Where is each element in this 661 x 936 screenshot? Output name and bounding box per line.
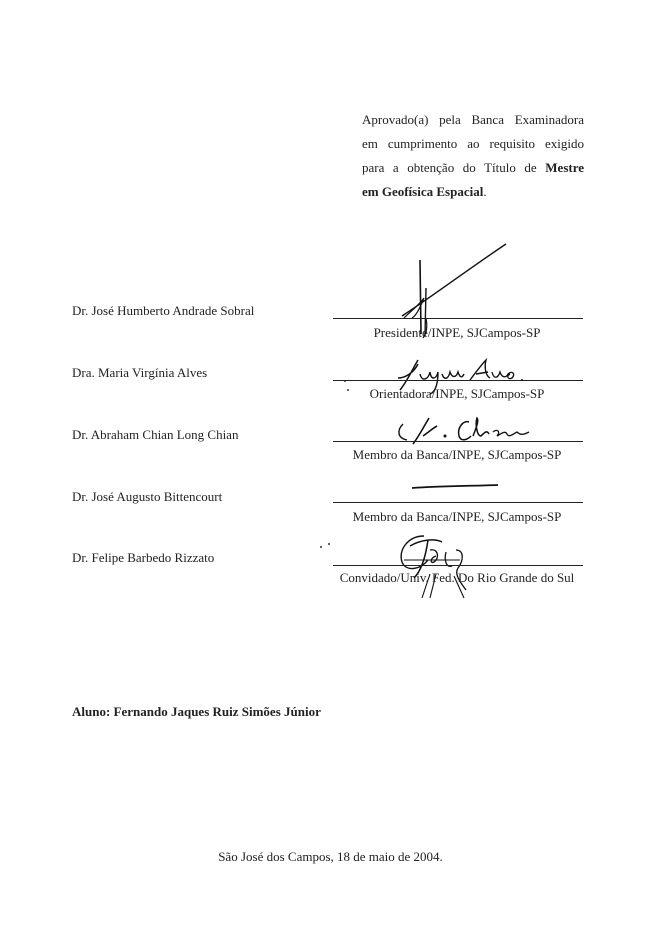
committee-member-name-1: Dr. José Humberto Andrade Sobral xyxy=(72,303,255,318)
signature-line-1 xyxy=(333,318,583,319)
approval-statement xyxy=(362,108,584,204)
signature-line-5 xyxy=(333,565,583,566)
committee-member-name-3: Dr. Abraham Chian Long Chian xyxy=(72,427,239,442)
signature-line-2 xyxy=(333,380,583,381)
committee-member-role-3: Membro da Banca/INPE, SJCampos-SP xyxy=(352,447,562,462)
place-and-date: São José dos Campos, 18 de maio de 2004. xyxy=(218,849,443,864)
approval-line-1: Aprovado(a) pela Banca Examinadora xyxy=(362,112,584,127)
approval-line-4 xyxy=(362,180,584,204)
degree-title-part1: Mestre xyxy=(545,160,585,175)
signature-line-4 xyxy=(333,502,583,503)
signature-4 xyxy=(410,480,502,494)
degree-title-part2: em Geofísica Espacial xyxy=(362,184,484,199)
approval-line-3 xyxy=(362,156,584,180)
committee-member-role-5: Convidado/Univ. Fed. Do Rio Grande do Sul xyxy=(339,570,575,585)
approval-line-4-suffix: . xyxy=(483,184,487,199)
committee-member-name-2: Dra. Maria Virgínia Alves xyxy=(72,365,208,380)
committee-member-role-4: Membro da Banca/INPE, SJCampos-SP xyxy=(352,509,562,524)
scan-speck xyxy=(320,546,322,548)
approval-line-2: em cumprimento ao requisito exigido xyxy=(362,136,584,151)
scan-speck xyxy=(328,543,330,545)
signature-1 xyxy=(390,238,515,338)
signature-3 xyxy=(393,414,543,448)
committee-member-name-4: Dr. José Augusto Bittencourt xyxy=(72,489,223,504)
signature-line-3 xyxy=(333,441,583,442)
committee-member-role-2: Orientadora/INPE, SJCampos-SP xyxy=(369,386,545,401)
student-name: Aluno: Fernando Jaques Ruiz Simões Júnior xyxy=(72,704,321,719)
committee-member-role-1: Presidente/INPE, SJCampos-SP xyxy=(373,325,541,340)
approval-line-3-text: para a obtenção do Título de xyxy=(362,160,537,175)
committee-member-name-5: Dr. Felipe Barbedo Rizzato xyxy=(72,550,215,565)
